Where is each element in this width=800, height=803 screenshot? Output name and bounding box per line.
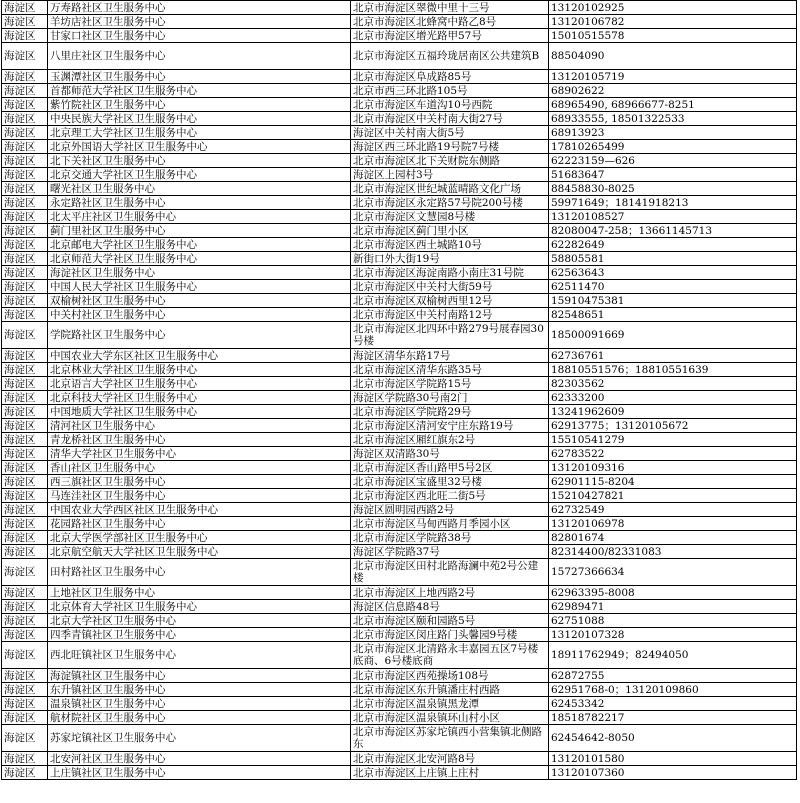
district-cell: 海淀区 <box>2 642 48 669</box>
center-name-cell: 清河社区卫生服务中心 <box>48 419 351 433</box>
address-cell: 北京市海淀区田村北路海澜中苑2号公建楼 <box>351 559 549 586</box>
address-cell: 北京市海淀区上庄镇上庄村 <box>351 766 549 780</box>
district-cell: 海淀区 <box>2 224 48 238</box>
phone-cell: 82314400/82331083 <box>549 545 797 559</box>
district-cell: 海淀区 <box>2 711 48 725</box>
table-row <box>2 98 797 112</box>
address-cell: 北京市海淀区温泉镇环山村小区 <box>351 711 549 725</box>
address-cell: 北京市海淀区海淀南路小南庄31号院 <box>351 266 549 280</box>
center-name-cell: 东升镇社区卫生服务中心 <box>48 683 351 697</box>
address-cell: 北京市海淀区颐和园路5号 <box>351 614 549 628</box>
address-cell: 北京市海淀区北下关财院东侧路 <box>351 154 549 168</box>
address-cell: 海淀区双清路30号 <box>351 447 549 461</box>
table-row <box>2 70 797 84</box>
district-cell: 海淀区 <box>2 447 48 461</box>
phone-cell: 62453342 <box>549 697 797 711</box>
table-row <box>2 112 797 126</box>
district-cell: 海淀区 <box>2 559 48 586</box>
address-cell: 海淀区清华东路17号 <box>351 349 549 363</box>
table-row <box>2 182 797 196</box>
center-name-cell: 北京语言大学社区卫生服务中心 <box>48 377 351 391</box>
table-row <box>2 559 797 586</box>
phone-cell: 13120107360 <box>549 766 797 780</box>
address-cell: 北京市海淀区闵庄路门头馨园9号楼 <box>351 628 549 642</box>
table-row <box>2 252 797 266</box>
phone-cell: 68965490, 68966677-8251 <box>549 98 797 112</box>
district-cell: 海淀区 <box>2 126 48 140</box>
center-name-cell: 四季青镇社区卫生服务中心 <box>48 628 351 642</box>
address-cell: 海淀区圆明园西路2号 <box>351 503 549 517</box>
table-row <box>2 154 797 168</box>
center-name-cell: 中央民族大学社区卫生服务中心 <box>48 112 351 126</box>
address-cell: 北京市海淀区西北旺二街5号 <box>351 489 549 503</box>
phone-cell: 18518782217 <box>549 711 797 725</box>
table-row <box>2 531 797 545</box>
district-cell: 海淀区 <box>2 517 48 531</box>
center-name-cell: 田村路社区卫生服务中心 <box>48 559 351 586</box>
center-name-cell: 学院路社区卫生服务中心 <box>48 322 351 349</box>
address-cell: 北京市海淀区北安河路8号 <box>351 752 549 766</box>
address-cell: 海淀区信息路48号 <box>351 600 549 614</box>
table-row <box>2 29 797 43</box>
center-name-cell: 中国农业大学西区社区卫生服务中心 <box>48 503 351 517</box>
table-row <box>2 642 797 669</box>
table-row <box>2 628 797 642</box>
phone-cell: 82303562 <box>549 377 797 391</box>
address-cell: 北京市海淀区厢红旗东2号 <box>351 433 549 447</box>
center-name-cell: 上地社区卫生服务中心 <box>48 586 351 600</box>
table-row <box>2 447 797 461</box>
address-cell: 北京市海淀区苏家坨镇西小营集镇北侧路东 <box>351 725 549 752</box>
center-name-cell: 曙光社区卫生服务中心 <box>48 182 351 196</box>
district-cell: 海淀区 <box>2 503 48 517</box>
address-cell: 北京市海淀区北四环中路279号展春园30号楼 <box>351 322 549 349</box>
phone-cell: 18810551576；18810551639 <box>549 363 797 377</box>
address-cell: 北京市海淀区增光路甲57号 <box>351 29 549 43</box>
address-cell: 北京市海淀区车道沟10号西院 <box>351 98 549 112</box>
district-cell: 海淀区 <box>2 531 48 545</box>
center-name-cell: 北下关社区卫生服务中心 <box>48 154 351 168</box>
address-cell: 北京市海淀区中关村大街59号 <box>351 280 549 294</box>
address-cell: 北京市海淀区中关村南大街27号 <box>351 112 549 126</box>
table-row <box>2 752 797 766</box>
district-cell: 海淀区 <box>2 489 48 503</box>
district-cell: 海淀区 <box>2 725 48 752</box>
district-cell: 海淀区 <box>2 545 48 559</box>
phone-cell: 17810265499 <box>549 140 797 154</box>
phone-cell: 62333200 <box>549 391 797 405</box>
table-row <box>2 224 797 238</box>
address-cell: 北京市海淀区学院路15号 <box>351 377 549 391</box>
phone-cell: 62901115-8204 <box>549 475 797 489</box>
district-cell: 海淀区 <box>2 377 48 391</box>
address-cell: 北京市海淀区马甸西路月季园小区 <box>351 517 549 531</box>
phone-cell: 62732549 <box>549 503 797 517</box>
district-cell: 海淀区 <box>2 419 48 433</box>
address-cell: 北京市海淀区双榆树西里12号 <box>351 294 549 308</box>
address-cell: 北京市海淀区温泉镇黑龙潭 <box>351 697 549 711</box>
phone-cell: 62454642-8050 <box>549 725 797 752</box>
address-cell: 海淀区西三环北路19号院7号楼 <box>351 140 549 154</box>
phone-cell: 13120105719 <box>549 70 797 84</box>
district-cell: 海淀区 <box>2 433 48 447</box>
district-cell: 海淀区 <box>2 280 48 294</box>
phone-cell: 62751088 <box>549 614 797 628</box>
district-cell: 海淀区 <box>2 752 48 766</box>
health-center-table <box>1 0 797 780</box>
phone-cell: 59971649；18141918213 <box>549 196 797 210</box>
district-cell: 海淀区 <box>2 683 48 697</box>
phone-cell: 13120108527 <box>549 210 797 224</box>
district-cell: 海淀区 <box>2 308 48 322</box>
phone-cell: 82801674 <box>549 531 797 545</box>
phone-cell: 13120101580 <box>549 752 797 766</box>
phone-cell: 62951768-0；13120109860 <box>549 683 797 697</box>
district-cell: 海淀区 <box>2 29 48 43</box>
table-row <box>2 1 797 15</box>
phone-cell: 88458830-8025 <box>549 182 797 196</box>
center-name-cell: 北京航空航天大学社区卫生服务中心 <box>48 545 351 559</box>
address-cell: 北京市海淀区香山路甲5号2区 <box>351 461 549 475</box>
district-cell: 海淀区 <box>2 210 48 224</box>
center-name-cell: 万寿路社区卫生服务中心 <box>48 1 351 15</box>
phone-cell: 51683647 <box>549 168 797 182</box>
table-row <box>2 405 797 419</box>
district-cell: 海淀区 <box>2 252 48 266</box>
center-name-cell: 北京邮电大学社区卫生服务中心 <box>48 238 351 252</box>
table-row <box>2 196 797 210</box>
table-row <box>2 126 797 140</box>
phone-cell: 58805581 <box>549 252 797 266</box>
district-cell: 海淀区 <box>2 168 48 182</box>
table-row <box>2 349 797 363</box>
phone-cell: 13241962609 <box>549 405 797 419</box>
address-cell: 北京市海淀区上地西路2号 <box>351 586 549 600</box>
center-name-cell: 北京体育大学社区卫生服务中心 <box>48 600 351 614</box>
district-cell: 海淀区 <box>2 196 48 210</box>
table-row <box>2 377 797 391</box>
center-name-cell: 北安河社区卫生服务中心 <box>48 752 351 766</box>
district-cell: 海淀区 <box>2 294 48 308</box>
center-name-cell: 双榆树社区卫生服务中心 <box>48 294 351 308</box>
table-row <box>2 697 797 711</box>
table-row <box>2 280 797 294</box>
center-name-cell: 航材院社区卫生服务中心 <box>48 711 351 725</box>
table-row <box>2 475 797 489</box>
district-cell: 海淀区 <box>2 391 48 405</box>
table-row <box>2 322 797 349</box>
center-name-cell: 上庄镇社区卫生服务中心 <box>48 766 351 780</box>
district-cell: 海淀区 <box>2 669 48 683</box>
center-name-cell: 苏家坨镇社区卫生服务中心 <box>48 725 351 752</box>
district-cell: 海淀区 <box>2 238 48 252</box>
center-name-cell: 永定路社区卫生服务中心 <box>48 196 351 210</box>
table-row <box>2 294 797 308</box>
center-name-cell: 北太平庄社区卫生服务中心 <box>48 210 351 224</box>
phone-cell: 15510541279 <box>549 433 797 447</box>
table-row <box>2 489 797 503</box>
table-row <box>2 669 797 683</box>
district-cell: 海淀区 <box>2 182 48 196</box>
address-cell: 北京市海淀区学院路38号 <box>351 531 549 545</box>
table-row <box>2 586 797 600</box>
phone-cell: 18911762949；82494050 <box>549 642 797 669</box>
phone-cell: 62989471 <box>549 600 797 614</box>
address-cell: 北京市海淀区阜成路85号 <box>351 70 549 84</box>
address-cell: 北京市海淀区中关村南路12号 <box>351 308 549 322</box>
phone-cell: 13120107328 <box>549 628 797 642</box>
phone-cell: 13120102925 <box>549 1 797 15</box>
address-cell: 北京市海淀区清华东路35号 <box>351 363 549 377</box>
district-cell: 海淀区 <box>2 766 48 780</box>
phone-cell: 68902622 <box>549 84 797 98</box>
center-name-cell: 甘家口社区卫生服务中心 <box>48 29 351 43</box>
address-cell: 北京市海淀区五福玲珑居南区公共建筑B <box>351 43 549 70</box>
phone-cell: 62736761 <box>549 349 797 363</box>
table-row <box>2 614 797 628</box>
center-name-cell: 蓟门里社区卫生服务中心 <box>48 224 351 238</box>
address-cell: 北京市海淀区翠微中里十三号 <box>351 1 549 15</box>
address-cell: 北京市海淀区文慧园8号楼 <box>351 210 549 224</box>
district-cell: 海淀区 <box>2 70 48 84</box>
table-row <box>2 600 797 614</box>
center-name-cell: 中国农业大学东区社区卫生服务中心 <box>48 349 351 363</box>
district-cell: 海淀区 <box>2 112 48 126</box>
phone-cell: 18500091669 <box>549 322 797 349</box>
table-row <box>2 391 797 405</box>
phone-cell: 62872755 <box>549 669 797 683</box>
phone-cell: 62223159—626 <box>549 154 797 168</box>
table-row <box>2 308 797 322</box>
phone-cell: 13120106782 <box>549 15 797 29</box>
center-name-cell: 海淀镇社区卫生服务中心 <box>48 669 351 683</box>
address-cell: 北京市海淀区蓟门里小区 <box>351 224 549 238</box>
center-name-cell: 西北旺镇社区卫生服务中心 <box>48 642 351 669</box>
address-cell: 海淀区学院路37号 <box>351 545 549 559</box>
phone-cell: 62783522 <box>549 447 797 461</box>
center-name-cell: 北京大学医学部社区卫生服务中心 <box>48 531 351 545</box>
center-name-cell: 北京科技大学社区卫生服务中心 <box>48 391 351 405</box>
phone-cell: 62963395-8008 <box>549 586 797 600</box>
address-cell: 海淀区学院路30号南2门 <box>351 391 549 405</box>
center-name-cell: 北京林业大学社区卫生服务中心 <box>48 363 351 377</box>
center-name-cell: 北京师范大学社区卫生服务中心 <box>48 252 351 266</box>
center-name-cell: 花园路社区卫生服务中心 <box>48 517 351 531</box>
district-cell: 海淀区 <box>2 349 48 363</box>
phone-cell: 82548651 <box>549 308 797 322</box>
phone-cell: 82080047-258；13661145713 <box>549 224 797 238</box>
table-row <box>2 363 797 377</box>
phone-cell: 15727366634 <box>549 559 797 586</box>
table-row <box>2 238 797 252</box>
address-cell: 北京市海淀区西土城路10号 <box>351 238 549 252</box>
district-cell: 海淀区 <box>2 15 48 29</box>
center-name-cell: 紫竹院社区卫生服务中心 <box>48 98 351 112</box>
table-row <box>2 517 797 531</box>
center-name-cell: 北京理工大学社区卫生服务中心 <box>48 126 351 140</box>
district-cell: 海淀区 <box>2 43 48 70</box>
table-row <box>2 433 797 447</box>
center-name-cell: 北京交通大学社区卫生服务中心 <box>48 168 351 182</box>
phone-cell: 15010515578 <box>549 29 797 43</box>
table-row <box>2 503 797 517</box>
table-row <box>2 168 797 182</box>
district-cell: 海淀区 <box>2 154 48 168</box>
table-body <box>2 1 797 780</box>
table-row <box>2 683 797 697</box>
center-name-cell: 海淀社区卫生服务中心 <box>48 266 351 280</box>
district-cell: 海淀区 <box>2 628 48 642</box>
address-cell: 北京市海淀区北蜂窝中路乙8号 <box>351 15 549 29</box>
center-name-cell: 中国地质大学社区卫生服务中心 <box>48 405 351 419</box>
center-name-cell: 中关村社区卫生服务中心 <box>48 308 351 322</box>
address-cell: 北京市海淀区北清路永丰嘉园五区7号楼底商、6号楼底商 <box>351 642 549 669</box>
district-cell: 海淀区 <box>2 697 48 711</box>
table-row <box>2 140 797 154</box>
district-cell: 海淀区 <box>2 363 48 377</box>
district-cell: 海淀区 <box>2 322 48 349</box>
center-name-cell: 北京外国语大学社区卫生服务中心 <box>48 140 351 154</box>
phone-cell: 68933555, 18501322533 <box>549 112 797 126</box>
center-name-cell: 八里庄社区卫生服务中心 <box>48 43 351 70</box>
district-cell: 海淀区 <box>2 614 48 628</box>
phone-cell: 62563643 <box>549 266 797 280</box>
address-cell: 北京市西三环北路105号 <box>351 84 549 98</box>
address-cell: 北京市海淀区东升镇潘庄村西路 <box>351 683 549 697</box>
district-cell: 海淀区 <box>2 1 48 15</box>
district-cell: 海淀区 <box>2 461 48 475</box>
phone-cell: 68913923 <box>549 126 797 140</box>
phone-cell: 88504090 <box>549 43 797 70</box>
center-name-cell: 马连洼社区卫生服务中心 <box>48 489 351 503</box>
district-cell: 海淀区 <box>2 405 48 419</box>
address-cell: 海淀区中关村南大街5号 <box>351 126 549 140</box>
address-cell: 北京市海淀区清河安宁庄东路19号 <box>351 419 549 433</box>
center-name-cell: 玉渊潭社区卫生服务中心 <box>48 70 351 84</box>
district-cell: 海淀区 <box>2 98 48 112</box>
table-row <box>2 419 797 433</box>
phone-cell: 13120106978 <box>549 517 797 531</box>
phone-cell: 15210427821 <box>549 489 797 503</box>
table-row <box>2 545 797 559</box>
center-name-cell: 首都师范大学社区卫生服务中心 <box>48 84 351 98</box>
district-cell: 海淀区 <box>2 140 48 154</box>
address-cell: 北京市海淀区西苑操场108号 <box>351 669 549 683</box>
center-name-cell: 中国人民大学社区卫生服务中心 <box>48 280 351 294</box>
phone-cell: 62511470 <box>549 280 797 294</box>
address-cell: 北京市海淀区永定路57号院200号楼 <box>351 196 549 210</box>
center-name-cell: 清华大学社区卫生服务中心 <box>48 447 351 461</box>
center-name-cell: 西三旗社区卫生服务中心 <box>48 475 351 489</box>
center-name-cell: 温泉镇社区卫生服务中心 <box>48 697 351 711</box>
table-row <box>2 461 797 475</box>
phone-cell: 15910475381 <box>549 294 797 308</box>
center-name-cell: 羊坊店社区卫生服务中心 <box>48 15 351 29</box>
center-name-cell: 香山社区卫生服务中心 <box>48 461 351 475</box>
phone-cell: 62913775；13120105672 <box>549 419 797 433</box>
table-row <box>2 15 797 29</box>
address-cell: 北京市海淀区学院路29号 <box>351 405 549 419</box>
district-cell: 海淀区 <box>2 266 48 280</box>
phone-cell: 62282649 <box>549 238 797 252</box>
address-cell: 海淀区上园村3号 <box>351 168 549 182</box>
district-cell: 海淀区 <box>2 600 48 614</box>
phone-cell: 13120109316 <box>549 461 797 475</box>
district-cell: 海淀区 <box>2 586 48 600</box>
table-row <box>2 43 797 70</box>
table-row <box>2 84 797 98</box>
district-cell: 海淀区 <box>2 84 48 98</box>
address-cell: 北京市海淀区世纪城蓝晴路文化广场 <box>351 182 549 196</box>
table-row <box>2 210 797 224</box>
center-name-cell: 北京大学社区卫生服务中心 <box>48 614 351 628</box>
table-row <box>2 266 797 280</box>
table-row <box>2 766 797 780</box>
center-name-cell: 青龙桥社区卫生服务中心 <box>48 433 351 447</box>
address-cell: 新街口外大街19号 <box>351 252 549 266</box>
table-row <box>2 725 797 752</box>
district-cell: 海淀区 <box>2 475 48 489</box>
table-row <box>2 711 797 725</box>
address-cell: 北京市海淀区宝盛里32号楼 <box>351 475 549 489</box>
